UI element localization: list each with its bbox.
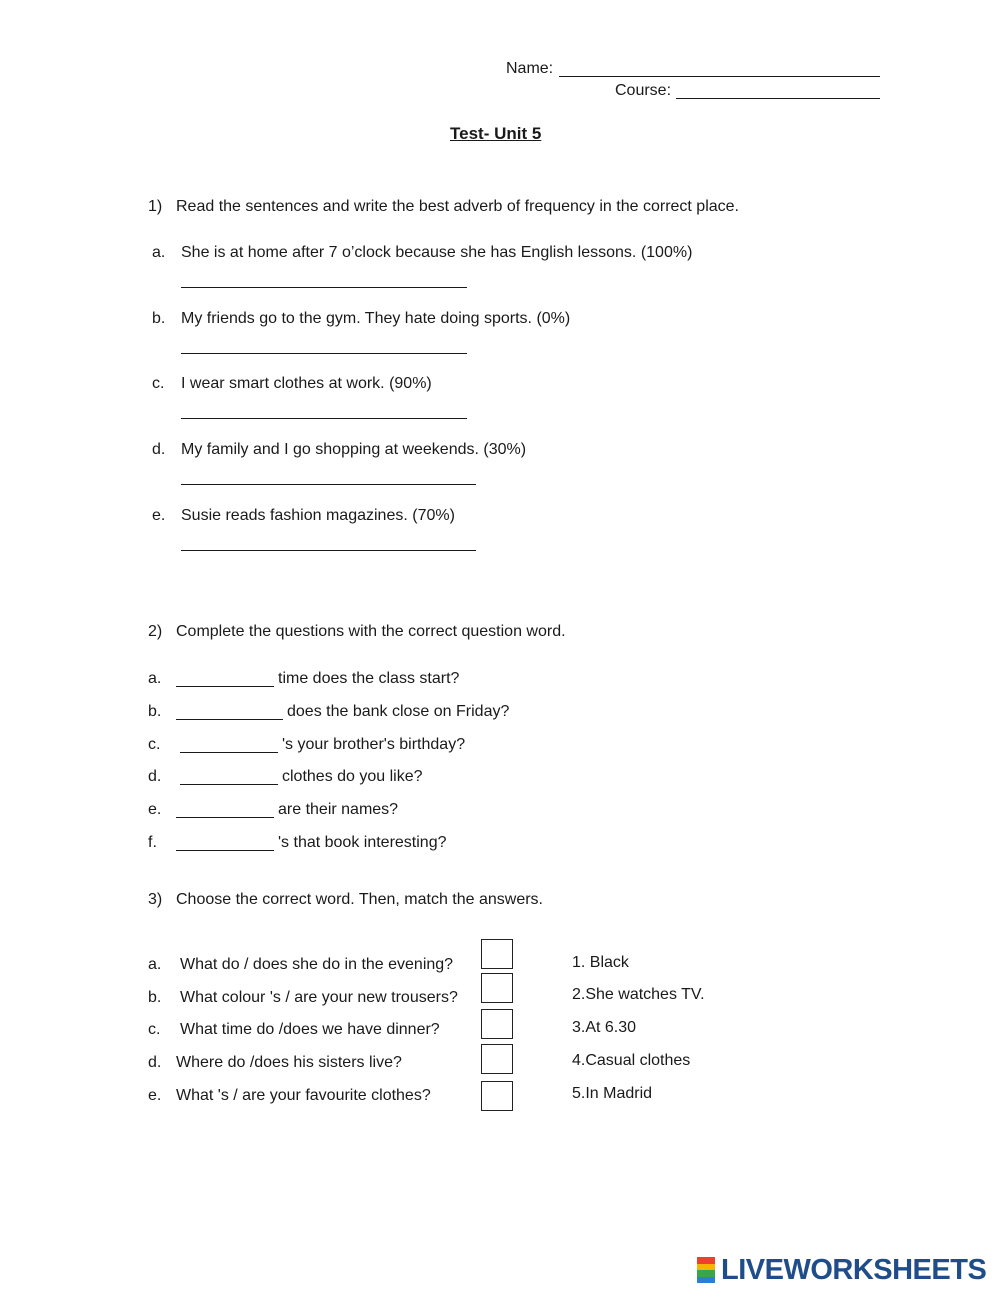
- match-answer-option: 2.She watches TV.: [572, 986, 705, 1003]
- item-letter: a.: [148, 956, 162, 973]
- section2-instruction: Complete the questions with the correct question word.: [176, 623, 566, 640]
- question-word-blank[interactable]: [180, 738, 278, 753]
- item-letter: f.: [148, 834, 157, 851]
- item-sentence: My friends go to the gym. They hate doing sports. (0%): [181, 310, 571, 327]
- question-text: clothes do you like?: [282, 768, 423, 785]
- page-title: Test- Unit 5: [450, 124, 542, 143]
- match-question: What 's / are your favourite clothes?: [176, 1087, 431, 1104]
- match-answer-option: 3.At 6.30: [572, 1019, 637, 1036]
- item-letter: c.: [152, 375, 165, 392]
- question-text: does the bank close on Friday?: [287, 703, 510, 720]
- match-question: What time do /does we have dinner?: [180, 1021, 440, 1038]
- question-text: time does the class start?: [278, 670, 460, 687]
- match-answer-box[interactable]: [481, 1009, 513, 1039]
- logo-block: [697, 1277, 715, 1284]
- match-question: What do / does she do in the evening?: [180, 956, 454, 973]
- answer-line[interactable]: [181, 273, 467, 288]
- item-letter: e.: [148, 801, 162, 818]
- question-word-blank[interactable]: [180, 770, 278, 785]
- match-answer-box[interactable]: [481, 1081, 513, 1111]
- liveworksheets-logo: [697, 1253, 986, 1287]
- item-letter: a.: [148, 670, 162, 687]
- section1-instruction: Read the sentences and write the best adverb of frequency in the correct place.: [176, 198, 739, 215]
- answer-line[interactable]: [181, 339, 467, 354]
- answer-line[interactable]: [181, 404, 467, 419]
- match-answer-box[interactable]: [481, 973, 513, 1003]
- question-word-blank[interactable]: [176, 705, 283, 720]
- item-letter: d.: [152, 441, 166, 458]
- match-answer-option: 5.In Madrid: [572, 1085, 653, 1102]
- item-letter: d.: [148, 768, 162, 785]
- question-word-blank[interactable]: [176, 836, 274, 851]
- match-answer-option: 4.Casual clothes: [572, 1052, 691, 1069]
- course-label: Course:: [615, 82, 672, 99]
- match-answer-box[interactable]: [481, 1044, 513, 1074]
- item-letter: e.: [152, 507, 166, 524]
- item-letter: b.: [148, 989, 162, 1006]
- question-text: 's that book interesting?: [278, 834, 447, 851]
- match-question: What colour 's / are your new trousers?: [180, 989, 458, 1006]
- question-word-blank[interactable]: [176, 803, 274, 818]
- section3-instruction: Choose the correct word. Then, match the answers.: [176, 891, 543, 908]
- item-letter: c.: [148, 736, 161, 753]
- logo-mark-icon: [697, 1257, 715, 1283]
- section3-number: 3): [148, 891, 163, 908]
- item-letter: b.: [148, 703, 162, 720]
- name-field[interactable]: [559, 62, 880, 77]
- answer-line[interactable]: [181, 536, 476, 551]
- match-question: Where do /does his sisters live?: [176, 1054, 402, 1071]
- answer-line[interactable]: [181, 470, 476, 485]
- item-sentence: She is at home after 7 o’clock because she has English lessons. (100%): [181, 244, 693, 261]
- section2-number: 2): [148, 623, 163, 640]
- question-text: 's your brother's birthday?: [282, 736, 466, 753]
- item-letter: c.: [148, 1021, 161, 1038]
- item-sentence: Susie reads fashion magazines. (70%): [181, 507, 455, 524]
- item-sentence: My family and I go shopping at weekends. (30%): [181, 441, 527, 458]
- item-letter: a.: [152, 244, 166, 261]
- item-letter: b.: [152, 310, 166, 327]
- match-answer-option: 1. Black: [572, 954, 629, 971]
- question-word-blank[interactable]: [176, 672, 274, 687]
- logo-text: LIVEWORKSHEETS: [721, 1253, 987, 1286]
- item-letter: d.: [148, 1054, 162, 1071]
- item-letter: e.: [148, 1087, 162, 1104]
- match-answer-box[interactable]: [481, 939, 513, 969]
- course-field[interactable]: [676, 84, 880, 99]
- question-text: are their names?: [278, 801, 399, 818]
- name-label: Name:: [506, 60, 554, 77]
- item-sentence: I wear smart clothes at work. (90%): [181, 375, 432, 392]
- section1-number: 1): [148, 198, 163, 215]
